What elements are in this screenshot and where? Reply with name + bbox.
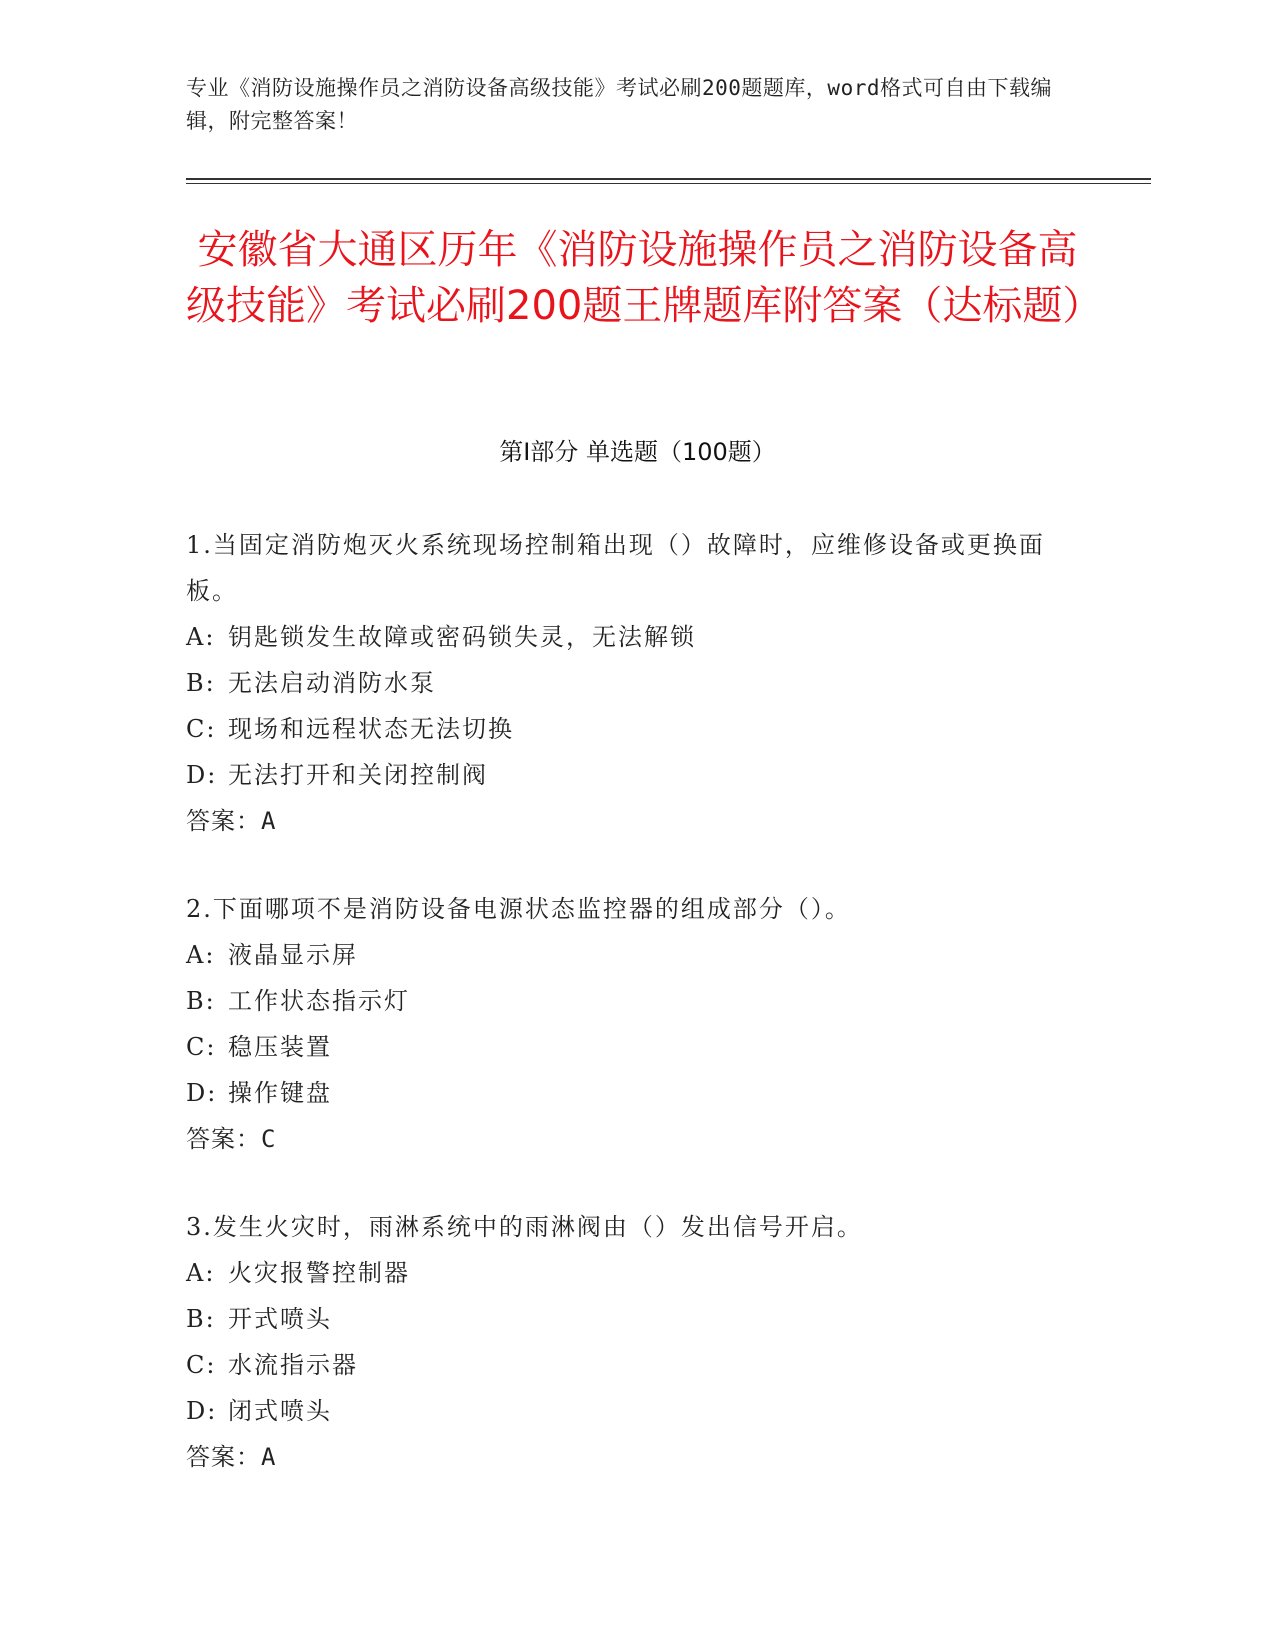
question-stem: 2.下面哪项不是消防设备电源状态监控器的组成部分（）。 bbox=[186, 895, 851, 923]
answer-value: A bbox=[261, 807, 277, 835]
option-key: A: bbox=[186, 1259, 216, 1287]
question-option-a bbox=[186, 1250, 1066, 1296]
answer-value: A bbox=[261, 1443, 277, 1471]
question-stem: 3.发生火灾时，雨淋系统中的雨淋阀由（）发出信号开启。 bbox=[186, 1213, 863, 1241]
option-text: 现场和远程状态无法切换 bbox=[228, 715, 514, 743]
question-option-c bbox=[186, 706, 1066, 752]
option-text: 工作状态指示灯 bbox=[228, 987, 410, 1015]
answer-label: 答案： bbox=[186, 1443, 261, 1471]
document-title: 安徽省大通区历年《消防设施操作员之消防设备高级技能》考试必刷200题王牌题库附答案（达标题） bbox=[186, 227, 1103, 329]
option-text: 操作键盘 bbox=[228, 1079, 332, 1107]
option-text: 无法打开和关闭控制阀 bbox=[228, 761, 488, 789]
option-key: C: bbox=[186, 1033, 217, 1061]
question-item bbox=[186, 886, 1066, 1162]
option-key: C: bbox=[186, 715, 217, 743]
option-key: A: bbox=[186, 941, 216, 969]
option-key: D: bbox=[186, 1397, 218, 1425]
section-title: 第Ⅰ部分 单选题（100题） bbox=[499, 438, 776, 466]
option-text: 水流指示器 bbox=[228, 1351, 358, 1379]
question-option-d bbox=[186, 1070, 1066, 1116]
question-option-a bbox=[186, 614, 1066, 660]
question-option-b bbox=[186, 1296, 1066, 1342]
question-option-d bbox=[186, 752, 1066, 798]
option-key: B: bbox=[186, 669, 216, 697]
option-text: 无法启动消防水泵 bbox=[228, 669, 436, 697]
option-text: 开式喷头 bbox=[228, 1305, 332, 1333]
option-key: C: bbox=[186, 1351, 217, 1379]
question-item bbox=[186, 522, 1066, 844]
answer-label: 答案： bbox=[186, 1125, 261, 1153]
option-key: B: bbox=[186, 1305, 216, 1333]
answer-label: 答案： bbox=[186, 807, 261, 835]
option-key: D: bbox=[186, 1079, 218, 1107]
header-divider-thick bbox=[186, 178, 1151, 180]
option-key: B: bbox=[186, 987, 216, 1015]
question-option-b bbox=[186, 978, 1066, 1024]
question-option-d bbox=[186, 1388, 1066, 1434]
question-stem: 1.当固定消防炮灭火系统现场控制箱出现（）故障时，应维修设备或更换面板。 bbox=[186, 531, 1045, 605]
question-answer bbox=[186, 1116, 1066, 1162]
question-answer bbox=[186, 1434, 1066, 1480]
option-key: A: bbox=[186, 623, 216, 651]
question-list bbox=[186, 522, 1066, 1522]
header-divider-thin bbox=[186, 183, 1151, 184]
option-text: 液晶显示屏 bbox=[228, 941, 358, 969]
option-text: 稳压装置 bbox=[228, 1033, 332, 1061]
option-text: 钥匙锁发生故障或密码锁失灵，无法解锁 bbox=[228, 623, 696, 651]
question-option-c bbox=[186, 1342, 1066, 1388]
question-option-b bbox=[186, 660, 1066, 706]
question-option-a bbox=[186, 932, 1066, 978]
header-note: 专业《消防设施操作员之消防设备高级技能》考试必刷200题题库，word格式可自由下载编辑，附完整答案！ bbox=[186, 76, 1052, 133]
question-item bbox=[186, 1204, 1066, 1480]
question-option-c bbox=[186, 1024, 1066, 1070]
option-text: 火灾报警控制器 bbox=[228, 1259, 410, 1287]
answer-value: C bbox=[261, 1125, 277, 1153]
option-text: 闭式喷头 bbox=[228, 1397, 332, 1425]
option-key: D: bbox=[186, 761, 218, 789]
question-answer bbox=[186, 798, 1066, 844]
